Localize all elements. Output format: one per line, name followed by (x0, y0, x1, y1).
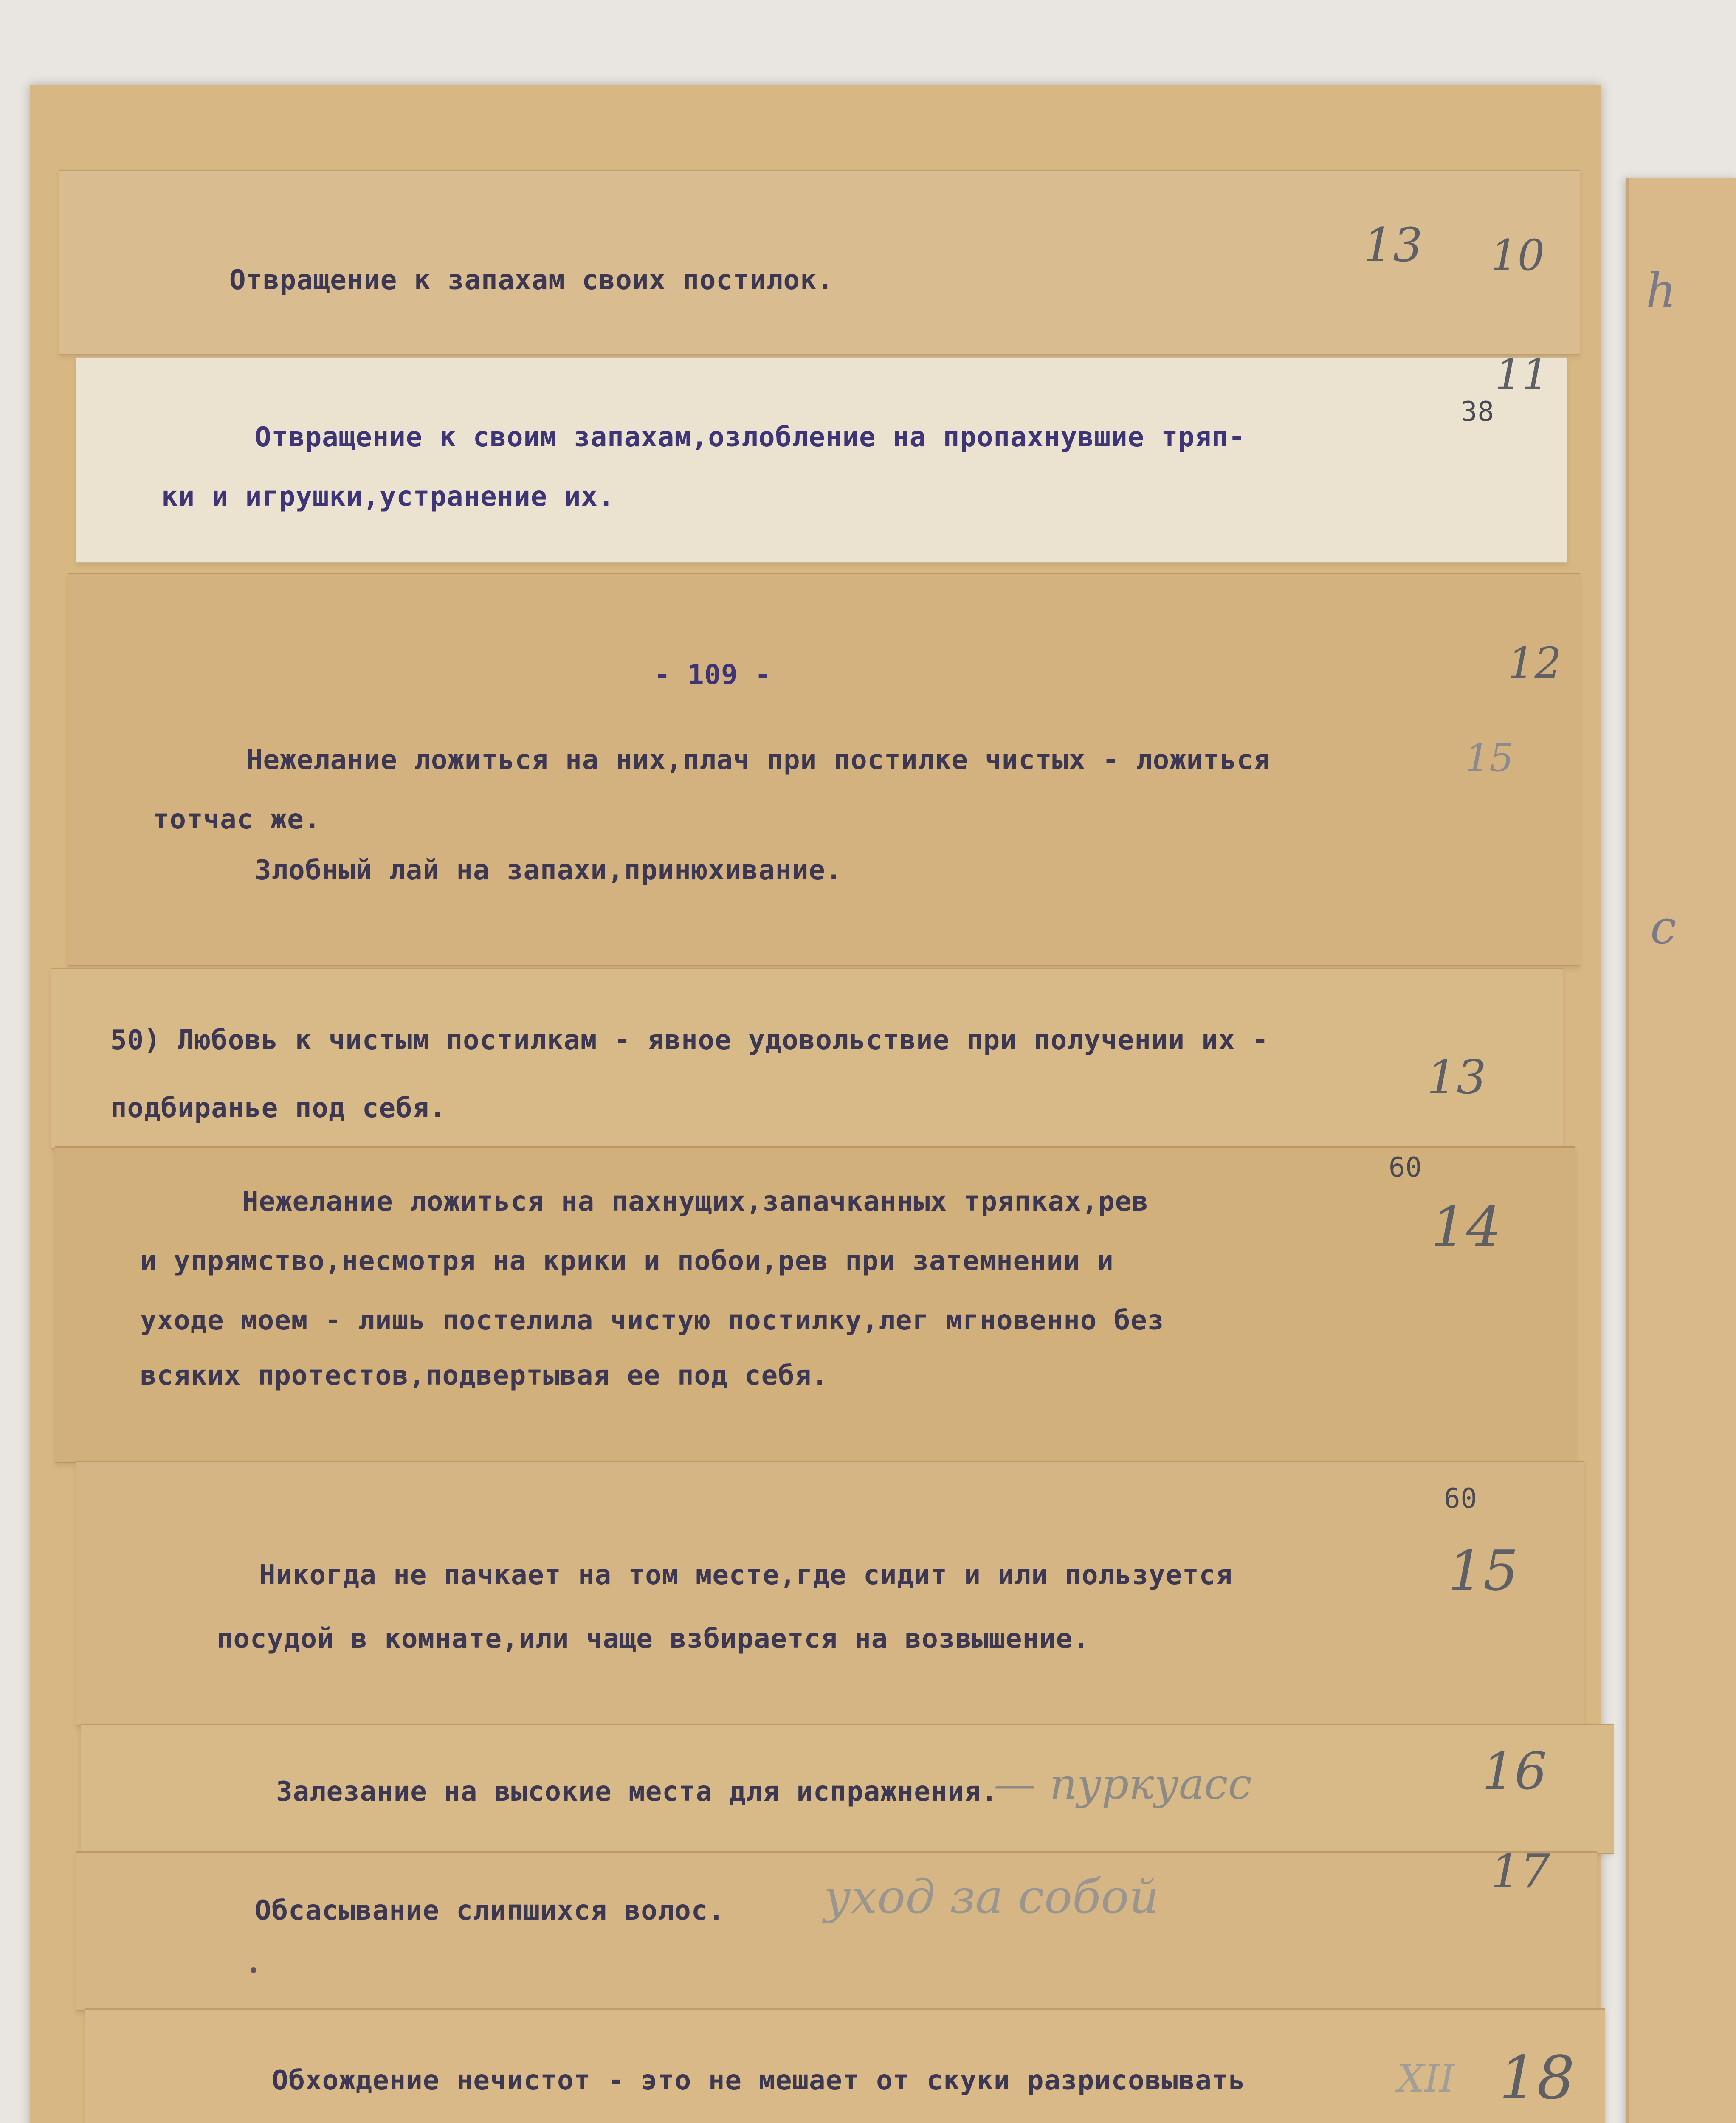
strip-11 (76, 357, 1567, 563)
strip-13-line-1: 50) Любовь к чистым постилкам - явное удовольствие при получении их - (110, 1025, 1269, 1056)
strip-14 (55, 1146, 1575, 1463)
document-sheet (30, 85, 1601, 2123)
ink-dot (251, 1967, 256, 1973)
strip-11-number: 11 (1495, 357, 1549, 399)
strip-18-pencil-note: XII (1397, 2056, 1455, 2101)
strip-10 (59, 170, 1580, 355)
strip-17-line-1: Обсасывание слипшихся волос. (255, 1895, 725, 1926)
strip-13 (51, 968, 1563, 1149)
adjacent-page (1626, 178, 1736, 2123)
strip-12-line-3: Злобный лай на запахи,принюхивание. (255, 855, 843, 886)
strip-18-number: 18 (1499, 2044, 1575, 2113)
strip-16-number: 16 (1482, 1742, 1547, 1801)
strip-14-line-2: и упрямство,несмотря на крики и побои,рев при затемнении и (140, 1245, 1114, 1277)
strip-12 (68, 573, 1580, 966)
strip-17-pencil-note: уход за собой (824, 1870, 1159, 1924)
strip-11-line-2: ки и игрушки,устранение их. (161, 481, 615, 512)
strip-10-number: 10 (1491, 231, 1545, 280)
strip-16 (81, 1724, 1614, 1854)
strip-14-line-1: Нежелание ложиться на пахнущих,запачканных тряпках,рев (242, 1186, 1149, 1217)
strip-11-side-number: 38 (1461, 396, 1495, 428)
strip-14-line-3: уходе моем - лишь постелила чистую постилку,лег мгновенно без (140, 1305, 1164, 1336)
strip-12-mark: 15 (1465, 736, 1514, 780)
strip-15-side-number: 60 (1444, 1483, 1478, 1515)
strip-10-mark: 13 (1363, 218, 1423, 272)
strip-15-line-2: посудой в комнате,или чаще взбирается на возвышение. (217, 1623, 1090, 1655)
strip-16-line-1: Залезание на высокие места для испражнения. (276, 1776, 998, 1808)
adjacent-page-letter-top: h (1646, 263, 1676, 318)
strip-13-line-2: подбиранье под себя. (110, 1092, 446, 1124)
strip-17 (76, 1851, 1597, 2011)
strip-15-number: 15 (1448, 1538, 1519, 1603)
strip-15-line-1: Никогда не пачкает на том месте,где сидит и или пользуется (259, 1560, 1233, 1591)
strip-18-line-1: Обхождение нечистот - это не мешает от скуки разрисовывать (272, 2065, 1246, 2096)
strip-11-line-1: Отвращение к своим запахам,озлобление на пропахнувшие тряп- (255, 422, 1246, 453)
adjacent-page-letter-mid: c (1650, 900, 1677, 955)
strip-16-pencil-note: — пуркуасс (994, 1759, 1252, 1809)
strip-12-line-2: тотчас же. (153, 804, 321, 835)
strip-18 (85, 2008, 1605, 2123)
strip-14-number: 14 (1431, 1194, 1502, 1259)
strip-10-line-1: Отвращение к запахам своих постилок. (229, 265, 834, 296)
strip-15 (76, 1461, 1584, 1726)
strip-12-line-1: Нежелание ложиться на них,плач при постилке чистых - ложиться (246, 744, 1271, 776)
strip-12-number: 12 (1508, 638, 1562, 688)
strip-14-line-4: всяких протестов,подвертывая ее под себя. (140, 1360, 829, 1391)
page-label: - 109 - (654, 659, 772, 691)
strip-13-number: 13 (1427, 1050, 1486, 1104)
strip-17-number: 17 (1491, 1851, 1550, 1898)
strip-14-side-number: 60 (1389, 1152, 1423, 1183)
